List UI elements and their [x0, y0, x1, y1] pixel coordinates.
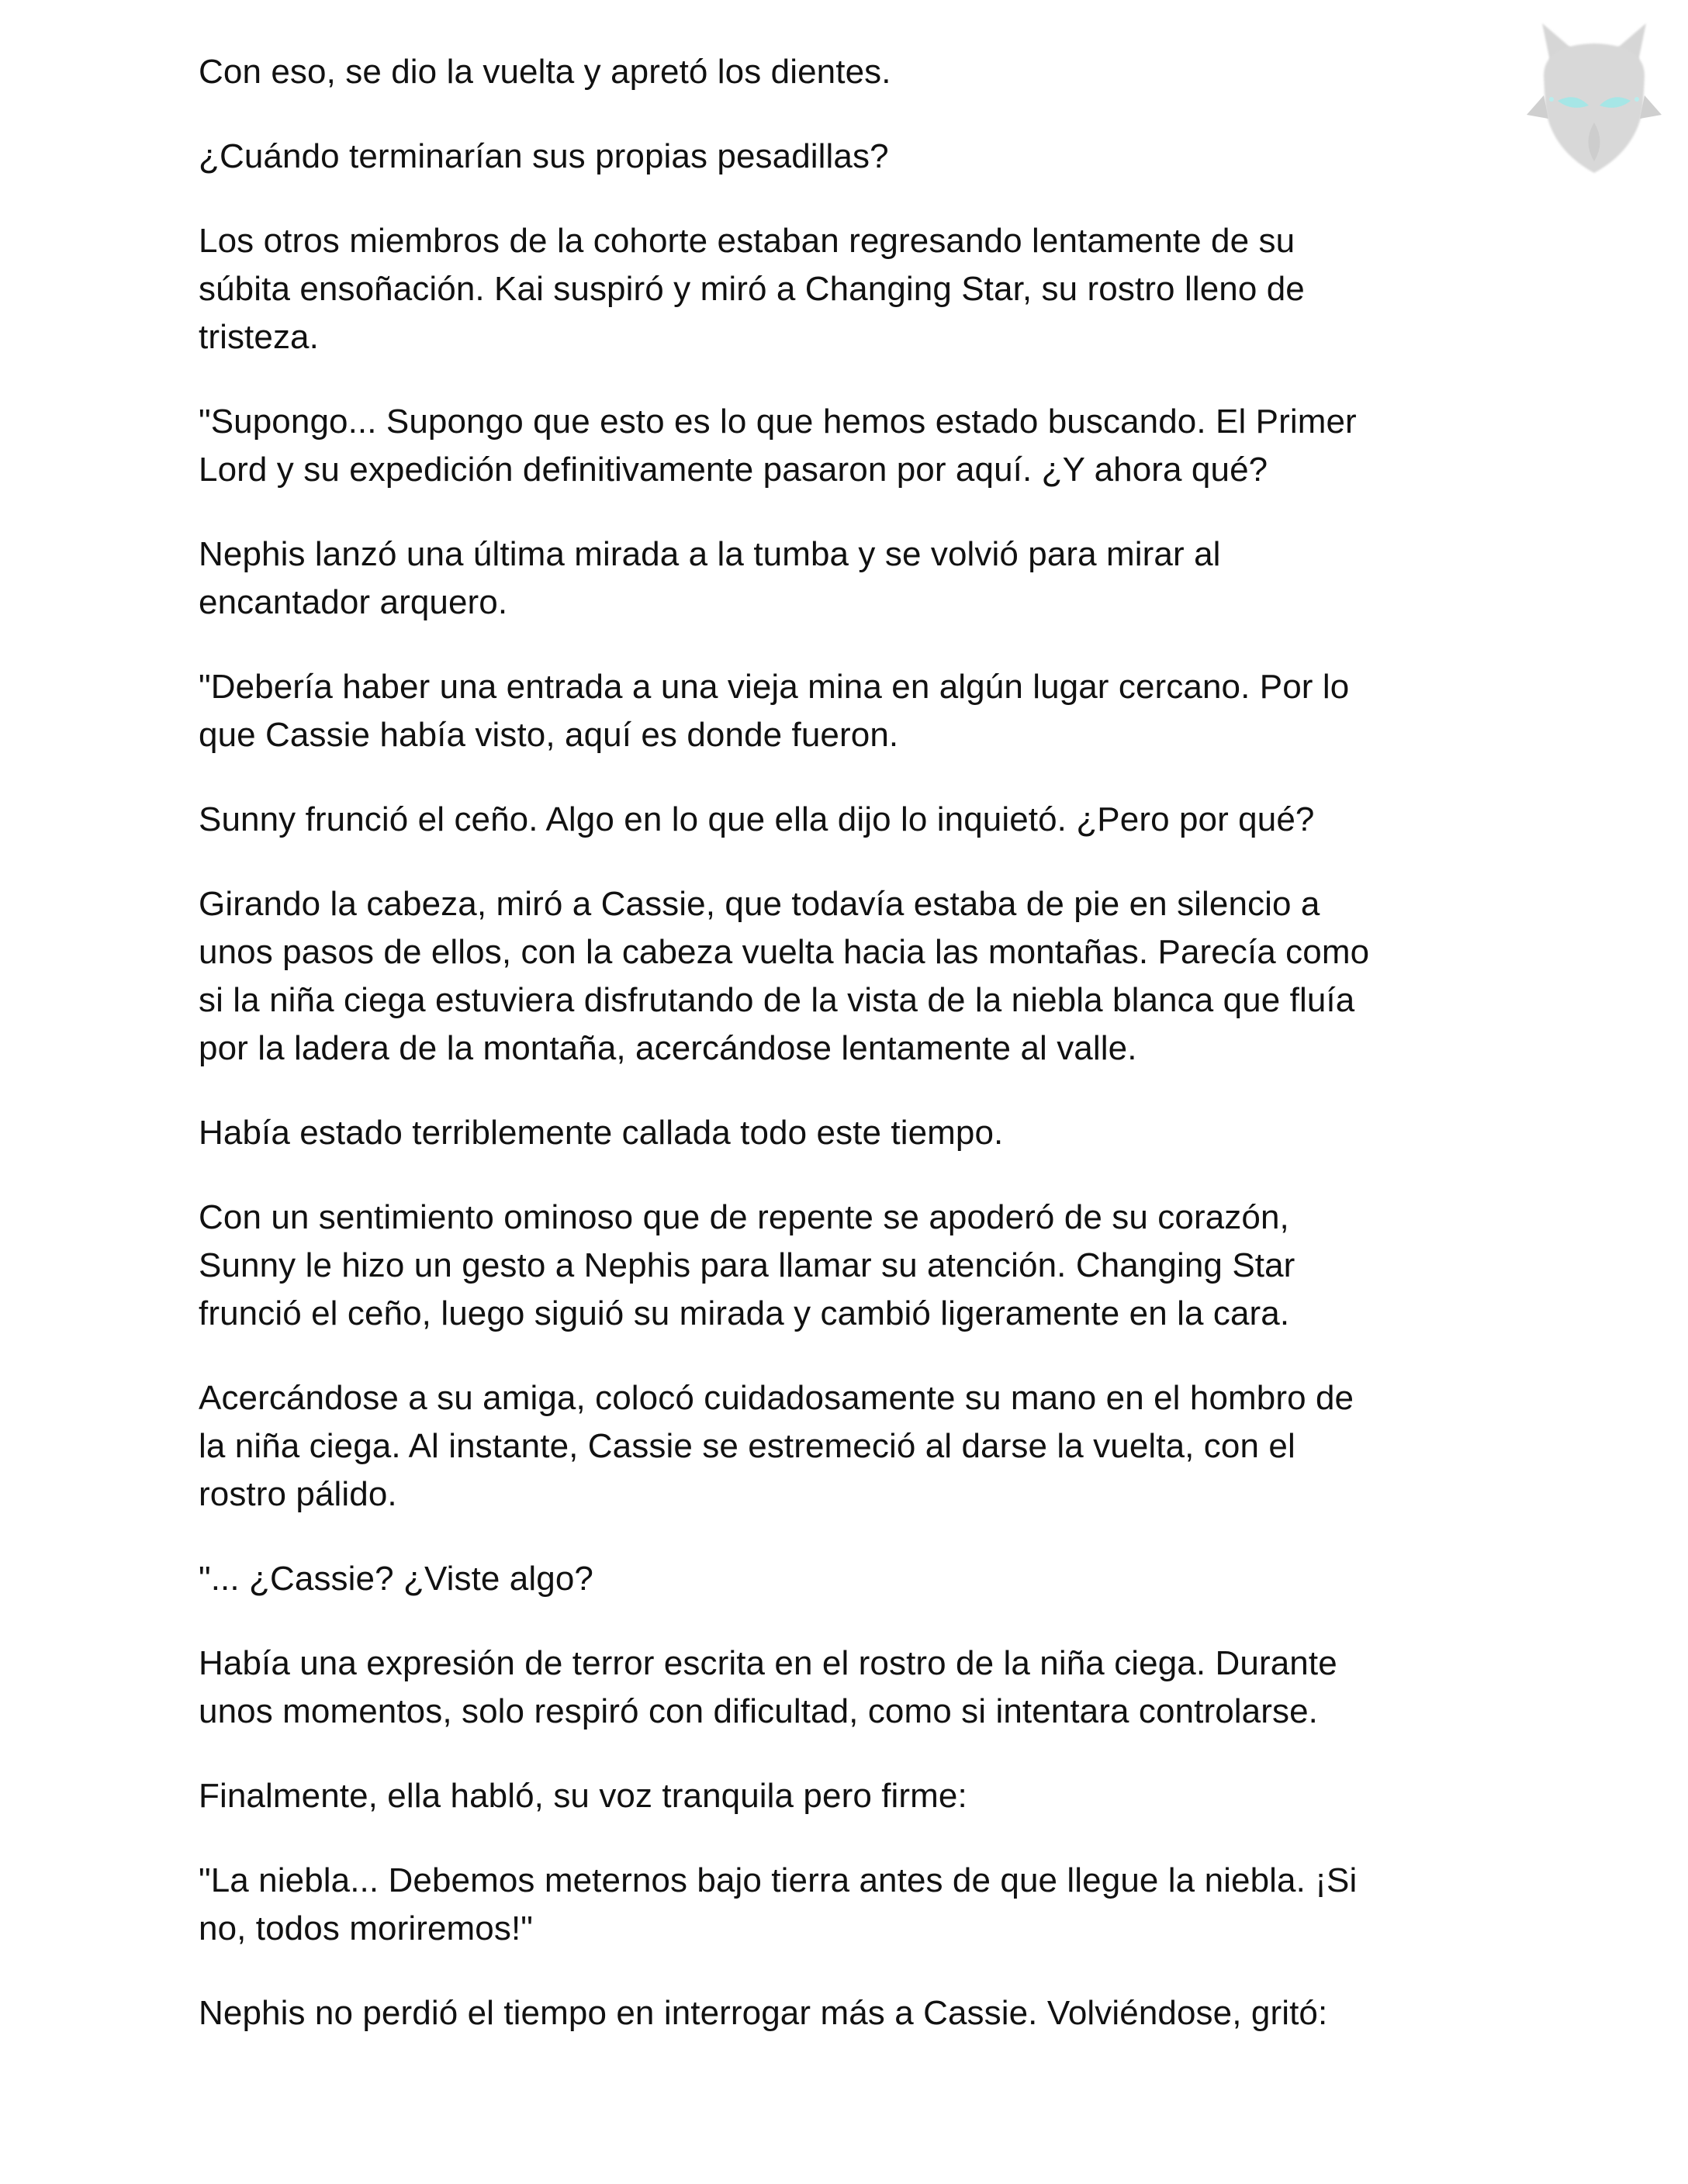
- paragraph: Finalmente, ella habló, su voz tranquila pero firme:: [199, 1777, 967, 1815]
- paragraph: "Supongo... Supongo que esto es lo que hemos estado buscando. El Primer Lord y su expedición definitivamente pasaron por aquí. ¿Y ahora qué?: [199, 403, 1357, 489]
- paragraph: Había una expresión de terror escrita en el rostro de la niña ciega. Durante unos momentos, solo respiró con dificultad, como si intentara controlarse.: [199, 1644, 1337, 1730]
- paragraph: Girando la cabeza, miró a Cassie, que todavía estaba de pie en silencio a unos pasos de ellos, con la cabeza vuelta hacia las montañas. Parecía como si la niña ciega estuviera disfrutando de la vista de la niebla blanca que fluía por la ladera de la montaña, acercándose lentamente al valle.: [199, 885, 1370, 1067]
- paragraph: Con un sentimiento ominoso que de repente se apoderó de su corazón, Sunny le hizo un gesto a Nephis para llamar su atención. Changing Star frunció el ceño, luego siguió su mirada y cambió ligeramente en la cara.: [199, 1198, 1295, 1332]
- paragraph: "La niebla... Debemos meternos bajo tierra antes de que llegue la niebla. ¡Si no, todos moriremos!": [199, 1861, 1358, 1947]
- paragraph: "... ¿Cassie? ¿Viste algo?: [199, 1560, 593, 1598]
- paragraph: "Debería haber una entrada a una vieja mina en algún lugar cercano. Por lo que Cassie había visto, aquí es donde fueron.: [199, 668, 1350, 754]
- paragraph: Los otros miembros de la cohorte estaban regresando lentamente de su súbita ensoñación. Kai suspiró y miró a Changing Star, su rostro lleno de tristeza.: [199, 222, 1305, 356]
- paragraph: Sunny frunció el ceño. Algo en lo que ella dijo lo inquietó. ¿Pero por qué?: [199, 800, 1315, 838]
- paragraph: Con eso, se dio la vuelta y apretó los dientes.: [199, 53, 891, 91]
- paragraph: Nephis lanzó una última mirada a la tumba y se volvió para mirar al encantador arquero.: [199, 535, 1221, 621]
- demon-head-logo-icon: [1520, 14, 1668, 185]
- paragraph: Acercándose a su amiga, colocó cuidadosamente su mano en el hombro de la niña ciega. Al instante, Cassie se estremeció al darse la vuelta, con el rostro pálido.: [199, 1379, 1354, 1513]
- paragraph: ¿Cuándo terminarían sus propias pesadillas?: [199, 137, 889, 175]
- document-body: [199, 48, 1502, 2037]
- paragraph: Había estado terriblemente callada todo este tiempo.: [199, 1114, 1004, 1152]
- paragraph: Nephis no perdió el tiempo en interrogar más a Cassie. Volviéndose, gritó:: [199, 1994, 1328, 2032]
- demon-head-svg: [1520, 14, 1668, 185]
